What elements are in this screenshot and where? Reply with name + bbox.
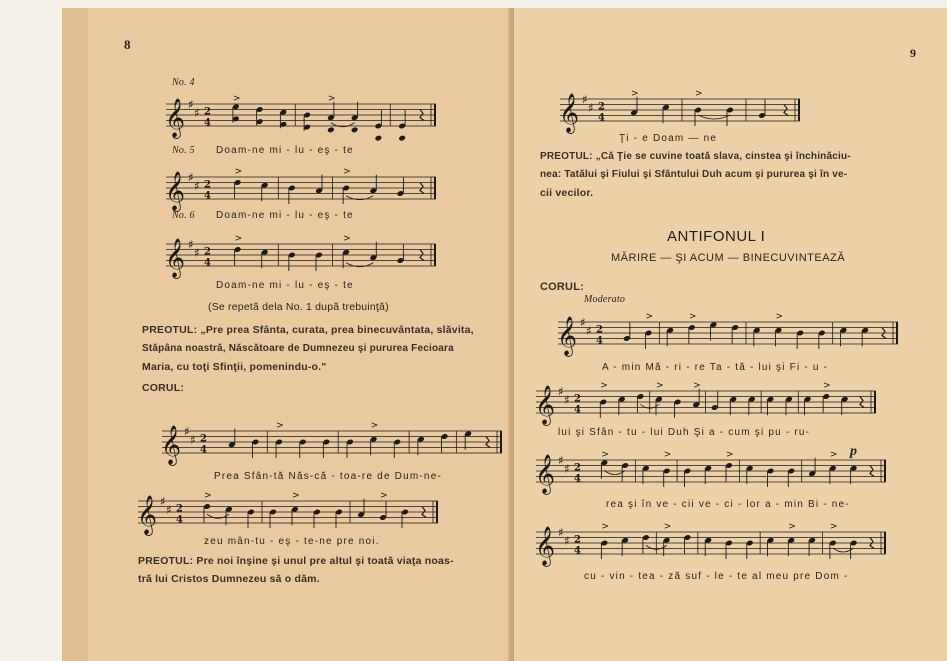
staff-no6 (166, 236, 436, 278)
page-number-left: 8 (124, 37, 131, 52)
staff-zeu (138, 493, 438, 535)
lyric-line: Doam-ne mi - lu - eş - te (216, 210, 354, 221)
priest-line: tră lui Cristos Dumnezeu să o dăm. (138, 573, 320, 585)
sharp-icon: ♯ (194, 105, 200, 120)
staff-no5 (166, 169, 436, 211)
treble-clef-icon: 𝄞 (165, 98, 186, 138)
accent-mark: > (380, 491, 388, 501)
accent-mark: > (688, 312, 697, 322)
priest-line: cii vecilor. (540, 187, 594, 199)
sharp-icon: ♯ (564, 533, 570, 548)
time-signature: 4 (200, 444, 207, 456)
time-signature: 2 (574, 393, 581, 405)
staff-no4 (166, 96, 436, 138)
time-signature: 4 (596, 335, 603, 347)
lyric-line: Doam-ne mi - lu - eş - te (216, 145, 354, 156)
sharp-icon: ♯ (194, 178, 200, 193)
sharp-icon: ♯ (190, 432, 196, 447)
choir-label: CORUL: (142, 382, 185, 394)
time-signature: 4 (176, 514, 183, 526)
lyric-line: A - min Mă - ri - re Ta - tă - lui şi Fi - u - (602, 362, 829, 373)
sharp-icon: ♯ (188, 237, 194, 252)
sharp-icon: ♯ (582, 92, 588, 107)
staff-tie-doamne (560, 91, 800, 133)
sharp-icon: ♯ (166, 502, 172, 517)
lyric-line: rea şi în ve - cii ve - ci - lor a - min Bi - ne- (606, 499, 850, 510)
staff-rea (536, 452, 886, 494)
lyric-line: lui şi Sfân - tu - lui Duh Şi a - cum şi pu - ru- (558, 427, 811, 438)
sharp-icon: ♯ (580, 315, 586, 330)
sharp-icon: ♯ (586, 323, 592, 338)
treble-clef-icon: 𝄞 (165, 238, 186, 278)
time-signature: 2 (204, 246, 211, 258)
priest-line: PREOTUL: „Pre prea Sfânta, curata, prea binecuvântata, slăvita, (142, 324, 474, 336)
time-signature: 2 (598, 101, 605, 113)
treble-clef-icon: 𝄞 (535, 526, 556, 566)
label-no5: No. 5 (172, 145, 195, 156)
sharp-icon: ♯ (188, 97, 194, 112)
note-head (398, 135, 406, 142)
time-signature: 4 (574, 545, 581, 557)
accent-mark: > (663, 450, 672, 460)
time-signature: 2 (176, 503, 183, 515)
accent-mark: > (663, 522, 672, 532)
lyric-line: Ţi - e Doam — ne (619, 133, 718, 144)
time-signature: 4 (204, 190, 211, 202)
treble-clef-icon: 𝄞 (165, 171, 186, 211)
accent-mark: > (327, 94, 336, 104)
sharp-icon: ♯ (558, 453, 564, 468)
lyric-line: zeu mân-tu - eş - te-ne pre noi. (204, 536, 380, 547)
heading: ANTIFONUL I (667, 228, 766, 245)
lyric-line: cu - vin - tea - ză suf - le - te al meu pre Dom - (584, 571, 849, 582)
accent-mark: > (775, 312, 784, 322)
sharp-icon: ♯ (194, 245, 200, 260)
tempo-marking: Moderato (584, 294, 626, 305)
time-signature: 2 (574, 462, 581, 474)
subheading: MĂRIRE — ŞI ACUM — BINECUVINTEAZĂ (611, 252, 846, 264)
priest-line: PREOTUL: „Că Ţie se cuvine toată slava, cinstea şi închinăciu- (540, 151, 851, 162)
accent-mark: > (645, 312, 654, 322)
time-signature: 4 (574, 473, 581, 485)
label-no4: No. 4 (172, 77, 195, 88)
time-signature: 4 (204, 257, 211, 269)
accent-mark: > (693, 381, 701, 391)
accent-mark: > (601, 522, 609, 532)
accent-mark: > (695, 89, 703, 99)
time-signature: 4 (598, 112, 605, 124)
page-number-right: 9 (910, 46, 917, 60)
lyric-line: Doam-ne mi - lu - eş - te (216, 280, 354, 291)
time-signature: 2 (596, 324, 603, 336)
sharp-icon: ♯ (558, 525, 564, 540)
treble-clef-icon: 𝄞 (137, 495, 158, 535)
staff-cuvinteaza (536, 524, 886, 566)
sharp-icon: ♯ (558, 384, 564, 399)
time-signature: 2 (574, 534, 581, 546)
treble-clef-icon: 𝄞 (535, 385, 556, 425)
priest-line: PREOTUL: Pre noi înşine şi unul pre altul şi toată viaţa noas- (138, 555, 454, 567)
time-signature: 4 (204, 117, 211, 129)
time-signature: 2 (200, 433, 207, 445)
dynamic-marking: p (850, 444, 858, 459)
staff-amin (558, 314, 898, 360)
sharp-icon: ♯ (588, 100, 594, 115)
note-head (375, 135, 383, 142)
repeat-note: (Se repetă dela No. 1 după trebuinţă) (208, 301, 389, 313)
accent-mark: > (234, 167, 243, 177)
staff-prea-sfanta (162, 423, 502, 465)
time-signature: 4 (574, 404, 581, 416)
note-head (351, 127, 359, 134)
treble-clef-icon: 𝄞 (559, 93, 580, 133)
accent-mark: > (829, 522, 838, 532)
priest-line: Maria, cu toţi Sfinţii, pomenindu-o." (142, 361, 327, 373)
sharp-icon: ♯ (564, 461, 570, 476)
sharp-icon: ♯ (160, 494, 166, 509)
label-no6: No. 6 (172, 210, 195, 221)
accent-mark: > (726, 450, 734, 460)
accent-mark: > (631, 89, 639, 99)
accent-mark: > (601, 450, 609, 460)
accent-mark: > (292, 491, 300, 501)
accent-mark: > (204, 491, 212, 501)
sharp-icon: ♯ (188, 170, 194, 185)
sharp-icon: ♯ (564, 392, 570, 407)
time-signature: 2 (204, 106, 211, 118)
left-page (88, 8, 514, 661)
time-signature: 2 (204, 179, 211, 191)
treble-clef-icon: 𝄞 (557, 316, 578, 356)
accent-mark: > (276, 421, 284, 431)
staff-lui (536, 383, 876, 425)
priest-line: nea: Tatălui şi Fiului şi Sfântului Duh acum şi pururea şi în ve- (540, 169, 848, 180)
accent-mark: > (823, 381, 831, 391)
treble-clef-icon: 𝄞 (161, 425, 182, 465)
accent-mark: > (788, 522, 796, 532)
lyric-line: Prea Sfân-tă Năs-că - toa-re de Dum-ne- (214, 471, 442, 482)
accent-mark: > (829, 450, 838, 460)
priest-line: Stăpâna noastră, Născătoare de Dumnezeu şi pururea Fecioara (142, 343, 454, 354)
right-page (514, 8, 947, 661)
accent-mark: > (656, 381, 664, 391)
accent-mark: > (234, 234, 243, 244)
treble-clef-icon: 𝄞 (535, 454, 556, 494)
accent-mark: > (343, 167, 351, 177)
accent-mark: > (600, 381, 608, 391)
accent-mark: > (232, 94, 241, 104)
accent-mark: > (343, 234, 351, 244)
note-head (327, 127, 335, 134)
choir-label: CORUL: (540, 281, 584, 293)
sharp-icon: ♯ (184, 424, 190, 439)
accent-mark: > (370, 421, 379, 431)
